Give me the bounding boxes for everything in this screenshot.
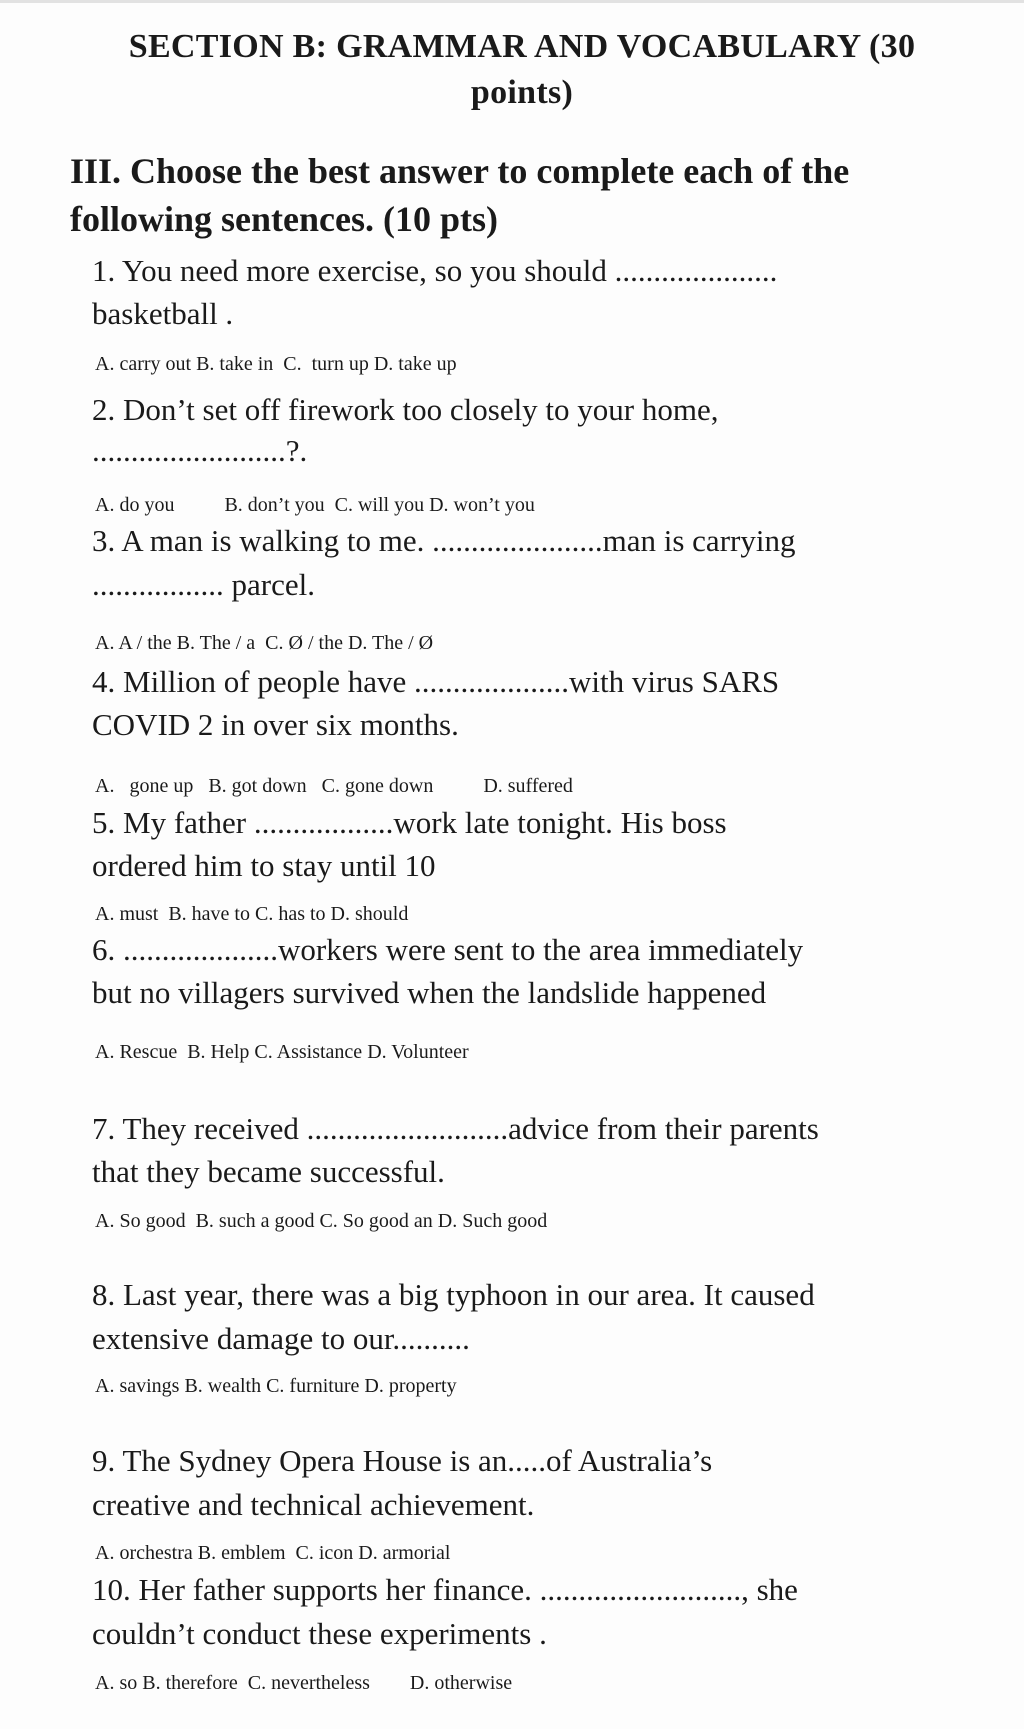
question-10-text: 10. Her father supports her finance. .........................., she: [92, 1572, 798, 1607]
question-1-options: A. carry out B. take in C. turn up D. take up: [95, 353, 457, 375]
question-10-text-continued: couldn’t conduct these experiments .: [92, 1616, 547, 1651]
question-10-options: A. so B. therefore C. nevertheless D. otherwise: [95, 1672, 513, 1694]
question-7-options: A. So good B. such a good C. So good an D. Such good: [95, 1210, 548, 1232]
question-8-text: 8. Last year, there was a big typhoon in our area. It caused: [92, 1277, 815, 1312]
question-8-options: A. savings B. wealth C. furniture D. property: [95, 1375, 457, 1397]
question-3-text: 3. A man is walking to me. ......................man is carrying: [92, 523, 796, 558]
question-9-text: 9. The Sydney Opera House is an.....of Australia’s: [92, 1443, 713, 1478]
question-6-text: 6. ....................workers were sent to the area immediately: [92, 932, 804, 967]
question-9-options: A. orchestra B. emblem C. icon D. armorial: [95, 1542, 451, 1564]
question-6-options: A. Rescue B. Help C. Assistance D. Volunteer: [95, 1041, 469, 1063]
question-7-text: 7. They received ..........................advice from their parents: [92, 1111, 819, 1146]
question-6-text-continued: but no villagers survived when the landslide happened: [92, 975, 767, 1010]
question-1-text: 1. You need more exercise, so you should .....................: [92, 253, 778, 288]
question-4-text: 4. Million of people have ....................with virus SARS: [92, 664, 780, 699]
question-5-text: 5. My father ..................work late tonight. His boss: [92, 805, 727, 840]
part-heading: III. Choose the best answer to complete each of the: [70, 151, 850, 191]
section-title-continued: points): [470, 74, 574, 111]
question-9-text-continued: creative and technical achievement.: [92, 1487, 535, 1522]
question-3-options: A. A / the B. The / a C. Ø / the D. The / Ø: [95, 632, 434, 654]
question-2-text: 2. Don’t set off firework too closely to your home,: [92, 392, 719, 427]
question-2-text-continued: .........................?.: [92, 433, 308, 468]
question-1-text-continued: basketball .: [92, 296, 234, 331]
part-heading-continued: following sentences. (10 pts): [70, 199, 498, 239]
question-2-options: A. do you B. don’t you C. will you D. won’t you: [95, 494, 535, 516]
question-4-text-continued: COVID 2 in over six months.: [92, 707, 459, 742]
question-8-text-continued: extensive damage to our..........: [92, 1321, 470, 1356]
question-3-text-continued: ................. parcel.: [92, 567, 315, 602]
question-5-options: A. must B. have to C. has to D. should: [95, 903, 409, 925]
question-7-text-continued: that they became successful.: [92, 1154, 445, 1189]
question-5-text-continued: ordered him to stay until 10: [92, 848, 436, 883]
section-title: SECTION B: GRAMMAR AND VOCABULARY (30: [128, 28, 916, 65]
question-4-options: A. gone up B. got down C. gone down D. suffered: [95, 775, 573, 797]
top-divider: [0, 0, 1024, 3]
